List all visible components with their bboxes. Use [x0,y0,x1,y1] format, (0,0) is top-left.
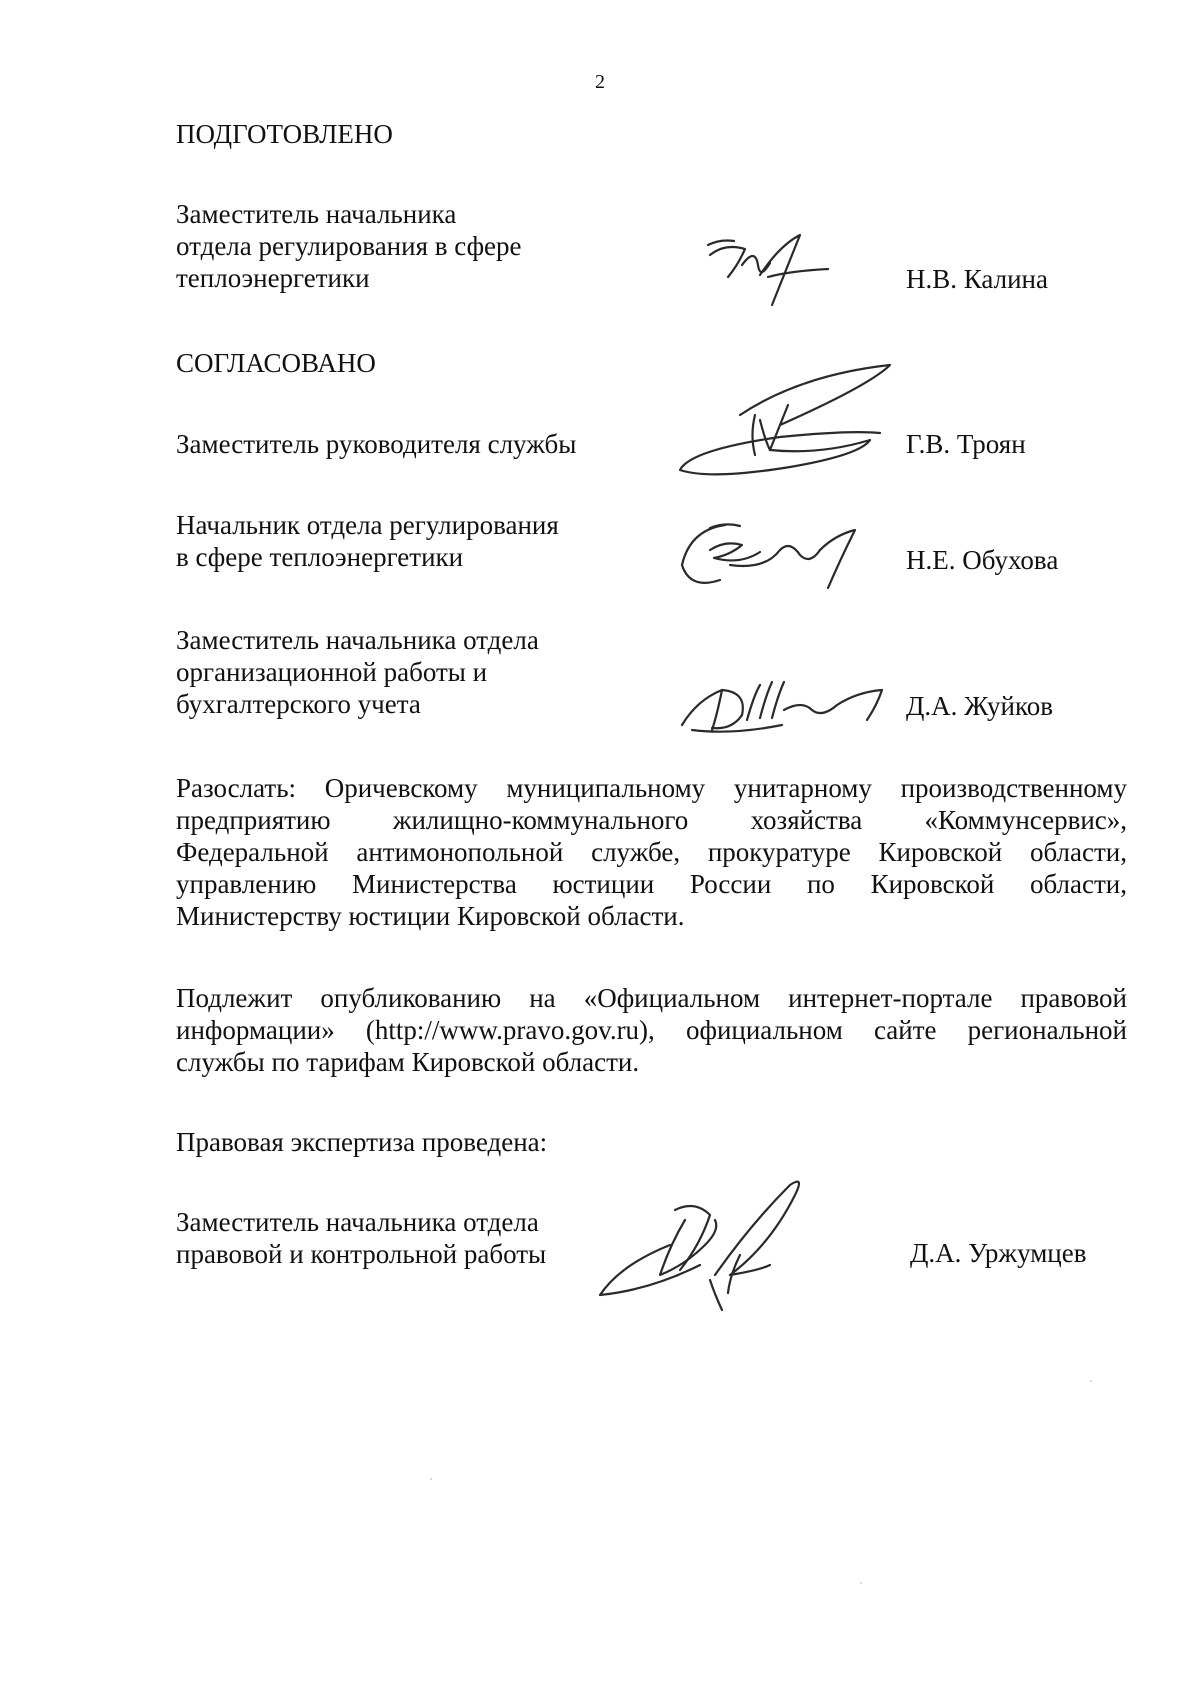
legal-review-position-line: Заместитель начальника отдела [176,1207,539,1237]
signer-name: Г.В. Троян [906,429,1026,459]
agreed-heading: СОГЛАСОВАНО [176,348,376,378]
signature-zhuikov [672,670,902,745]
signature-kalina [700,225,840,330]
signature-urzhumtsev [590,1165,850,1320]
legal-review-position [176,1206,546,1270]
signer-position-line: Заместитель руководителя службы [176,429,577,459]
signer-name: Н.Е. Обухова [906,545,1059,575]
distribution-line: Разослать: Оричевскому муниципальному унитарному производственному [176,773,1127,803]
distribution-line: Федеральной антимонопольной службе, прокуратуре Кировской области, [176,837,1127,867]
page-number: 2 [595,71,605,93]
distribution-list [176,772,1127,932]
prepared-name: Н.В. Калина [906,264,1048,294]
publication-line: информации» (http://www.pravo.gov.ru), официальном сайте региональной [176,1015,1127,1045]
prepared-heading: ПОДГОТОВЛЕНО [176,119,393,149]
prepared-position-line: Заместитель начальника [176,199,457,229]
signer-position-line: Начальник отдела регулирования [176,510,559,540]
scan-speck [860,1582,862,1584]
signature-obukhova [670,510,870,605]
publication-line: службы по тарифам Кировской области. [176,1047,640,1077]
prepared-position-line: теплоэнергетики [176,263,370,293]
publication-line: Подлежит опубликованию на «Официальном интернет-портале правовой [176,983,1127,1013]
distribution-line: Министерству юстиции Кировской области. [176,901,685,931]
signer-position-line: организационной работы и [176,657,488,687]
prepared-position [176,198,522,294]
prepared-position-line: отдела регулирования в сфере [176,231,522,261]
distribution-line: предприятию жилищно-коммунального хозяйства «Коммунсервис», [176,805,1127,835]
signer-position [176,428,576,460]
scan-speck [1090,1380,1092,1382]
signature-troyan [670,355,900,500]
signer-name: Д.А. Жуйков [906,691,1053,721]
publication-notice [176,982,1127,1078]
signer-position-line: в сфере теплоэнергетики [176,542,464,572]
distribution-line: управлению Министерства юстиции России по Кировской области, [176,869,1127,899]
scan-speck [430,1478,432,1480]
legal-review-name: Д.А. Уржумцев [910,1238,1087,1268]
signer-position-line: бухгалтерского учета [176,689,421,719]
signer-position-line: Заместитель начальника отдела [176,625,539,655]
legal-review-position-line: правовой и контрольной работы [176,1239,547,1269]
signer-position [176,509,559,573]
signer-position [176,624,539,720]
legal-review-heading: Правовая экспертиза проведена: [176,1127,548,1157]
